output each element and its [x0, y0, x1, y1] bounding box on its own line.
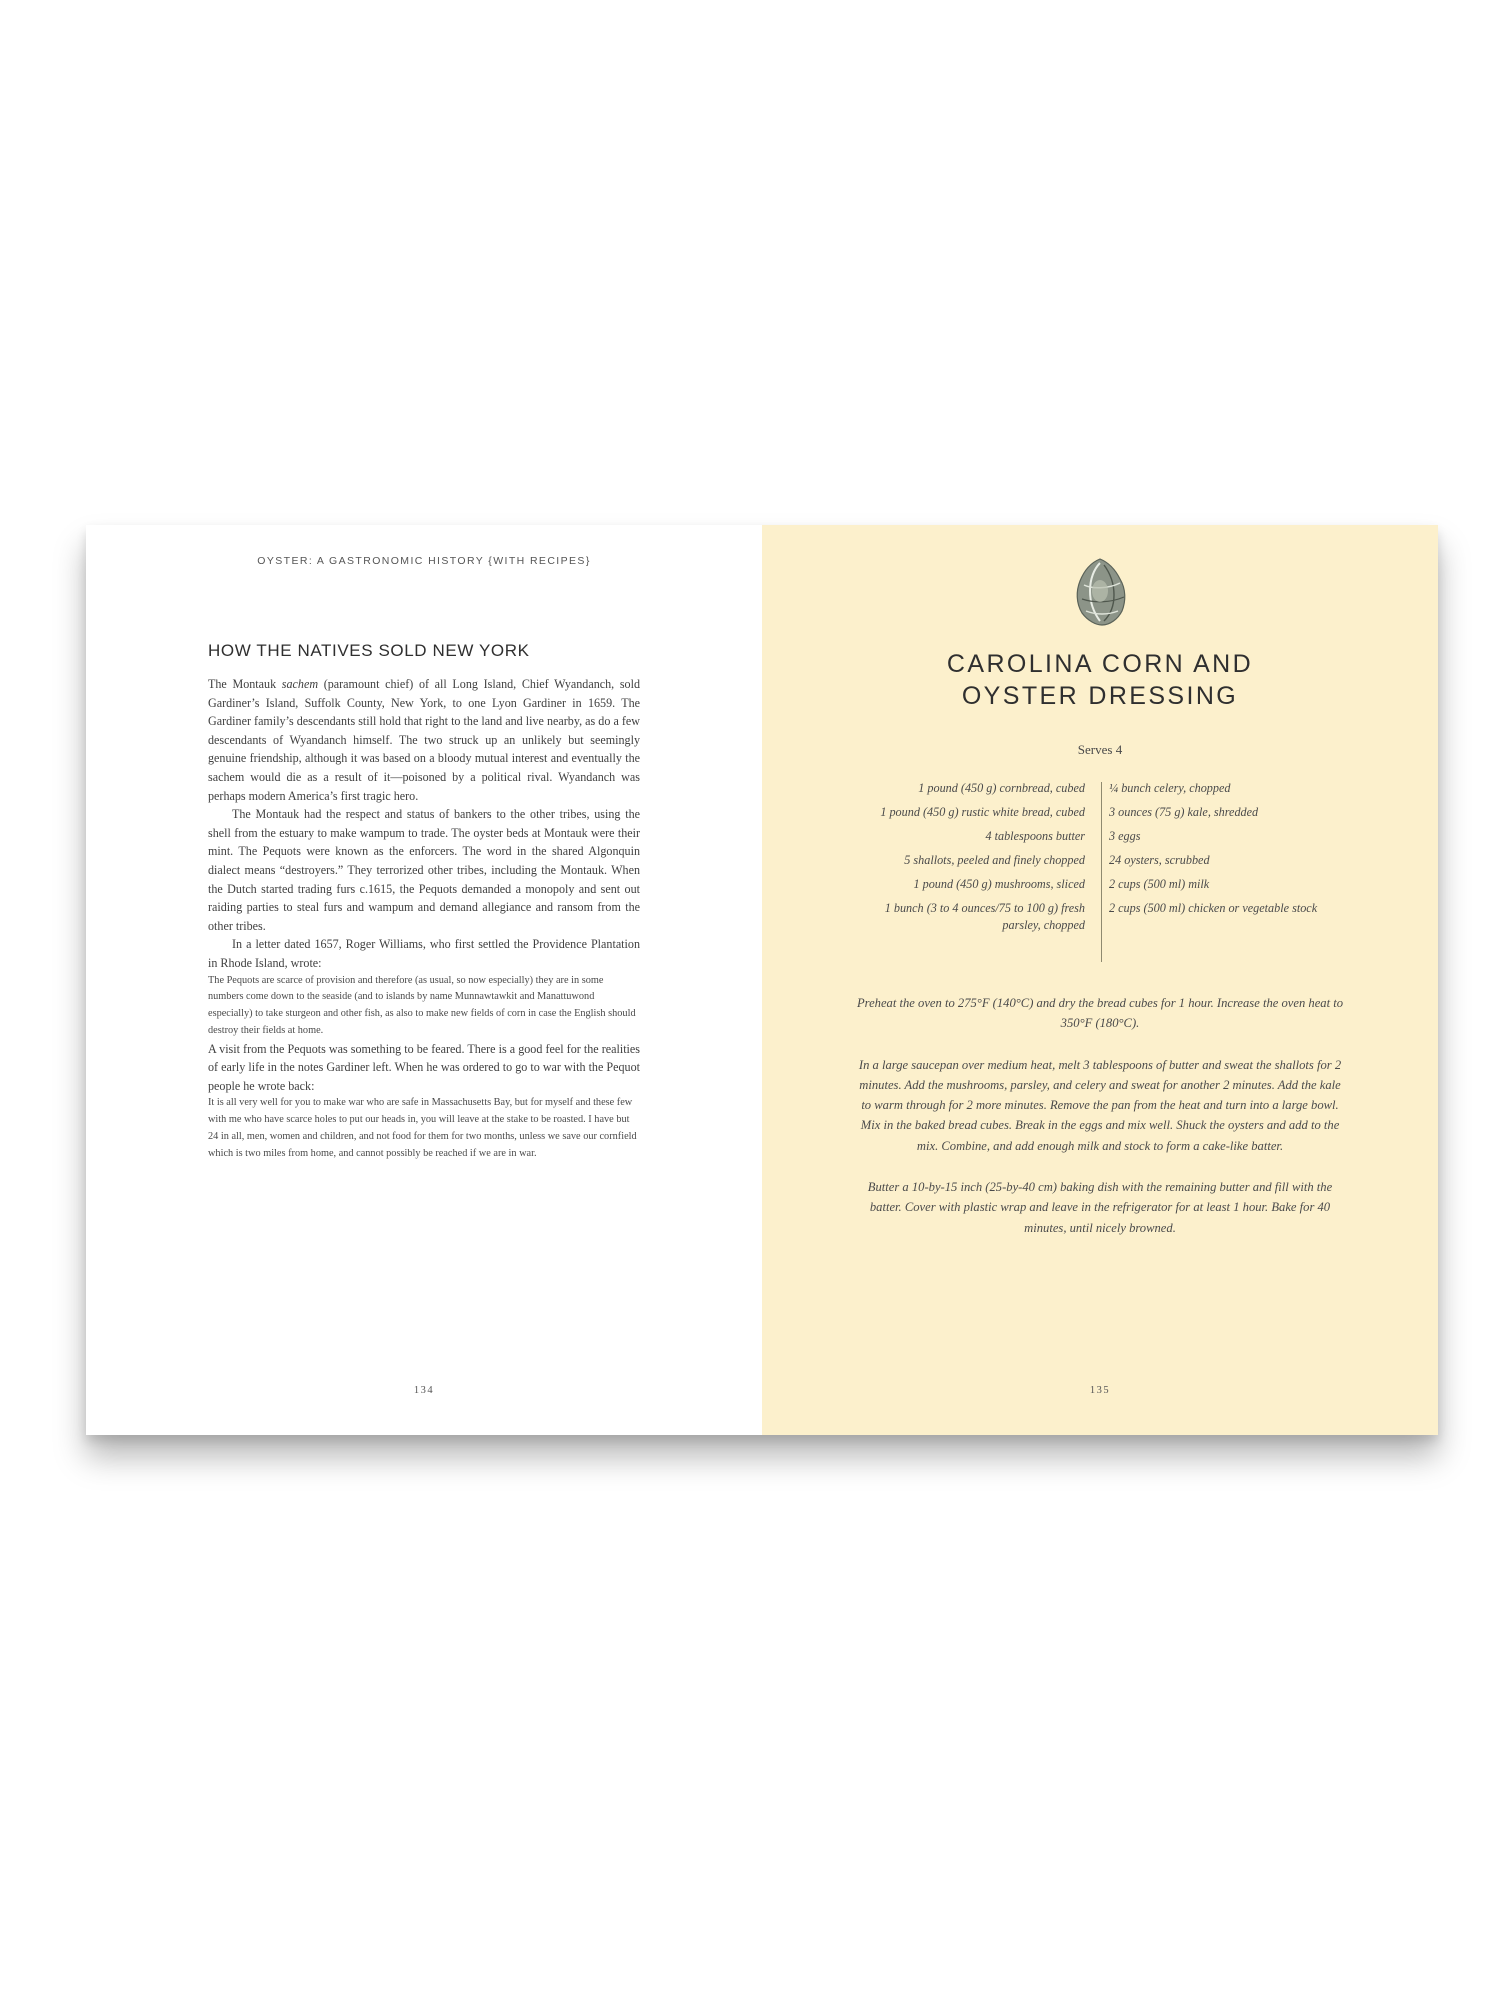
method-step: In a large saucepan over medium heat, melt 3 tablespoons of butter and sweat the shallots for 2 minutes. Add the mushrooms, parsley, and celery and sweat for another 2 minutes. Add the kale to warm through for 2 more minutes. Remove the pan from the heat and turn into a large bowl. Mix in the baked bread cubes. Break in the eggs and mix well. Shuck the oysters and add to the mix. Combine, and add enough milk and stock to form a cake-like batter.	[858, 1057, 1342, 1153]
ingredient-item: 1 pound (450 g) rustic white bread, cubed	[880, 805, 1085, 819]
ingredients-right-column	[1102, 780, 1339, 924]
ingredient-item: 2 cups (500 ml) chicken or vegetable stock	[1109, 901, 1318, 915]
ingredient-item: 2 cups (500 ml) milk	[1109, 877, 1210, 891]
ingredient-item: ¼ bunch celery, chopped	[1109, 781, 1231, 795]
section-title: HOW THE NATIVES SOLD NEW YORK	[208, 641, 530, 660]
ingredient-item: 3 ounces (75 g) kale, shredded	[1109, 805, 1259, 819]
ingredient-item: 1 pound (450 g) cornbread, cubed	[918, 781, 1085, 795]
ingredient-item: 4 tablespoons butter	[985, 829, 1085, 843]
ingredient-item: 24 oysters, scrubbed	[1109, 853, 1210, 867]
ingredients-left-column	[855, 780, 1092, 941]
body-text	[208, 675, 640, 1163]
running-head: OYSTER: A GASTRONOMIC HISTORY {WITH RECIPES}	[257, 555, 591, 567]
ingredient-item: 1 bunch (3 to 4 ounces/75 to 100 g) fresh parsley, chopped	[884, 901, 1085, 932]
page-number: 135	[1089, 1385, 1111, 1396]
paragraph	[208, 675, 640, 805]
block-quote: It is all very well for you to make war who are safe in Massachusetts Bay, but for myself and these few with me who have scarce holes to put our heads in, you will leave at the stake to be roasted. I have but 24 in all, men, women and children, and not food for them for two months, unless we save our cornfield which is two miles from home, and cannot possibly be reached if we are in war.	[208, 1097, 637, 1159]
method-steps	[854, 993, 1346, 1259]
paragraph: In a letter dated 1657, Roger Williams, who first settled the Providence Plantation in Rhode Island, wrote:	[208, 937, 640, 970]
page-number: 134	[413, 1385, 435, 1396]
method-step: Butter a 10-by-15 inch (25-by-40 cm) baking dish with the remaining butter and fill with the batter. Cover with plastic wrap and leave in the refrigerator for at least 1 hour. Bake for 40 minutes, until nicely browned.	[867, 1180, 1333, 1235]
paragraph: A visit from the Pequots was something to be feared. There is a good feel for the realities of early life in the notes Gardiner left. When he was ordered to go to war with the Pequot people he wrote back:	[208, 1041, 640, 1093]
emphasis-term: sachem	[281, 677, 319, 691]
ingredient-item: 3 eggs	[1109, 829, 1141, 843]
paragraph-text: (paramount chief) of all Long Island, Chief Wyandanch, sold Gardiner’s Island, Suffolk County, New York, to one Lyon Gardiner in 1659. The Gardiner family’s descendants still hold that right to the land and live nearby, as do a few descendants of Wyandanch himself. The two struck up an unlikely but seemingly genuine friendship, although it was based on a bloody mutual interest and eventually the sachem would die as a result of it—poisoned by a political rival. Wyandanch was perhaps modern America’s first tragic hero.	[208, 677, 640, 803]
ingredient-item: 5 shallots, peeled and finely chopped	[904, 853, 1085, 867]
recipe-title-line: CAROLINA CORN AND	[946, 650, 1254, 678]
recipe-title-line: OYSTER DRESSING	[961, 682, 1239, 710]
book-spread	[86, 525, 1438, 1435]
method-step: Preheat the oven to 275°F (140°C) and dry the bread cubes for 1 hour. Increase the oven heat to 350°F (180°C).	[856, 996, 1344, 1031]
right-page	[762, 525, 1438, 1435]
serves-note: Serves 4	[1077, 742, 1123, 757]
oyster-shell-icon	[1070, 555, 1130, 627]
paragraph: The Montauk had the respect and status of bankers to the other tribes, using the shell from the estuary to make wampum to trade. The oyster beds at Montauk were their mint. The Pequots were known as the enforcers. The word in the shared Algonquin dialect means “destroyers.” They terrorized other tribes, including the Montauk. When the Dutch started trading furs c.1615, the Pequots demanded a monopoly and sent out raiding parties to steal furs and wampum and demand allegiance and ransom from the other tribes.	[208, 807, 640, 933]
block-quote: The Pequots are scarce of provision and therefore (as usual, so now especially) they are in some numbers come down to the seaside (and to islands by name Munnawtawkit and Manattuwond especially) to take sturgeon and other fish, as also to make new fields of corn in case the English should destroy their fields at home.	[208, 974, 636, 1036]
left-page	[86, 525, 762, 1435]
recipe-title	[762, 648, 1438, 712]
paragraph-text: The Montauk	[208, 677, 282, 691]
ingredient-item: 1 pound (450 g) mushrooms, sliced	[913, 877, 1085, 891]
